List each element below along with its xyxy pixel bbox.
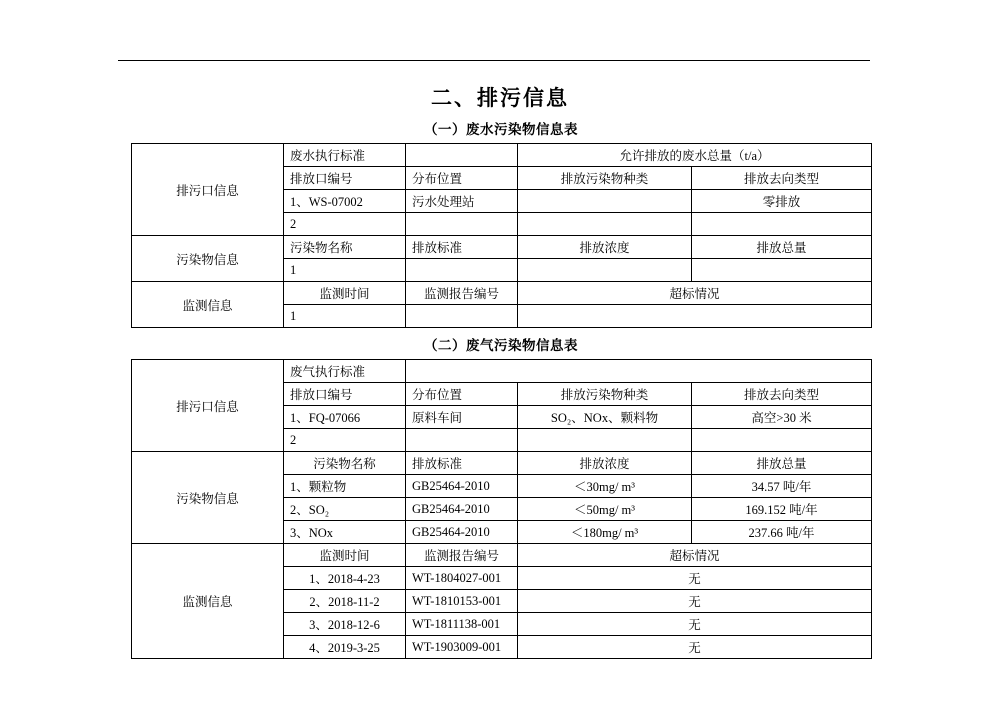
cell-exceed-status: 无: [518, 567, 872, 590]
cell-location: [406, 429, 518, 452]
cell-emission-concentration: [518, 259, 692, 282]
col-discharge-dest: 排放去向类型: [692, 383, 872, 406]
table-row: [132, 452, 872, 475]
col-location: 分布位置: [406, 167, 518, 190]
col-pollutant-type: 排放污染物种类: [518, 167, 692, 190]
cell-monitor-time: 1: [284, 305, 406, 328]
cell-monitor-report-no: WT-1903009-001: [406, 636, 518, 659]
col-outlet-no: 排放口编号: [284, 167, 406, 190]
col-emission-total: 排放总量: [692, 236, 872, 259]
cell-location: [406, 213, 518, 236]
rowheader-pollutant-info: 污染物信息: [132, 452, 284, 544]
wastegas-table: [131, 359, 872, 659]
col-pollutant-name: 污染物名称: [284, 452, 406, 475]
cell-pollutant-type: SO₂、NOx、颗料物: [518, 406, 692, 429]
cell-monitor-time: 3、2018-12-6: [284, 613, 406, 636]
cell-pollutant-name: 2、SO₂: [284, 498, 406, 521]
cell-monitor-time: 2、2018-11-2: [284, 590, 406, 613]
cell-emission-standard: GB25464-2010: [406, 475, 518, 498]
cell-emission-total: [692, 259, 872, 282]
rowheader-pollutant-info: 污染物信息: [132, 236, 284, 282]
rowheader-outlet-info: 排污口信息: [132, 360, 284, 452]
cell-outlet-no: 1、FQ-07066: [284, 406, 406, 429]
table-row: [132, 544, 872, 567]
cell-monitor-report-no: WT-1804027-001: [406, 567, 518, 590]
col-monitor-report-no: 监测报告编号: [406, 544, 518, 567]
col-emission-standard: 排放标准: [406, 452, 518, 475]
table-row: [132, 282, 872, 305]
cell-exceed-status: 无: [518, 636, 872, 659]
cell-discharge-dest: [692, 213, 872, 236]
cell-allowed-total-label: 允许排放的废水总量（t/a）: [518, 144, 872, 167]
cell-exec-standard-value: [406, 144, 518, 167]
col-monitor-report-no: 监测报告编号: [406, 282, 518, 305]
cell-exec-standard-value: [406, 360, 872, 383]
cell-monitor-report-no: [406, 305, 518, 328]
cell-emission-standard: GB25464-2010: [406, 498, 518, 521]
cell-pollutant-type: [518, 429, 692, 452]
col-discharge-dest: 排放去向类型: [692, 167, 872, 190]
cell-monitor-report-no: WT-1811138-001: [406, 613, 518, 636]
col-emission-concentration: 排放浓度: [518, 452, 692, 475]
cell-emission-concentration: ＜50mg/ m³: [518, 498, 692, 521]
cell-discharge-dest: [692, 429, 872, 452]
cell-discharge-dest: 高空>30 米: [692, 406, 872, 429]
table-row: [132, 236, 872, 259]
table-row: [132, 144, 872, 167]
rowheader-monitor-info: 监测信息: [132, 282, 284, 328]
cell-emission-total: 34.57 吨/年: [692, 475, 872, 498]
cell-emission-concentration: ＜180mg/ m³: [518, 521, 692, 544]
col-emission-concentration: 排放浓度: [518, 236, 692, 259]
cell-pollutant-type: [518, 213, 692, 236]
header-rule: [118, 60, 870, 61]
cell-exceed-status: [518, 305, 872, 328]
cell-exceed-status: 无: [518, 590, 872, 613]
cell-outlet-no: 2: [284, 213, 406, 236]
cell-emission-total: 169.152 吨/年: [692, 498, 872, 521]
cell-discharge-dest: 零排放: [692, 190, 872, 213]
col-pollutant-name: 污染物名称: [284, 236, 406, 259]
cell-pollutant-type: [518, 190, 692, 213]
rowheader-monitor-info: 监测信息: [132, 544, 284, 659]
document-content: [131, 112, 871, 659]
cell-emission-total: 237.66 吨/年: [692, 521, 872, 544]
rowheader-outlet-info: 排污口信息: [132, 144, 284, 236]
section-title-wastewater: （一）废水污染物信息表: [424, 122, 578, 137]
cell-outlet-no: 2: [284, 429, 406, 452]
cell-emission-standard: [406, 259, 518, 282]
cell-exceed-status: 无: [518, 613, 872, 636]
wastewater-table: [131, 143, 872, 328]
cell-pollutant-name: 1: [284, 259, 406, 282]
cell-exec-standard-label: 废水执行标准: [284, 144, 406, 167]
col-location: 分布位置: [406, 383, 518, 406]
page-title: 二、排污信息: [431, 86, 569, 110]
table-row: [132, 360, 872, 383]
col-emission-standard: 排放标准: [406, 236, 518, 259]
col-outlet-no: 排放口编号: [284, 383, 406, 406]
col-monitor-time: 监测时间: [284, 544, 406, 567]
col-monitor-time: 监测时间: [284, 282, 406, 305]
cell-emission-standard: GB25464-2010: [406, 521, 518, 544]
cell-outlet-no: 1、WS-07002: [284, 190, 406, 213]
cell-location: 原料车间: [406, 406, 518, 429]
cell-exec-standard-label: 废气执行标准: [284, 360, 406, 383]
cell-monitor-report-no: WT-1810153-001: [406, 590, 518, 613]
cell-emission-concentration: ＜30mg/ m³: [518, 475, 692, 498]
cell-monitor-time: 1、2018-4-23: [284, 567, 406, 590]
section-title-wastegas: （二）废气污染物信息表: [424, 338, 578, 353]
col-pollutant-type: 排放污染物种类: [518, 383, 692, 406]
cell-pollutant-name: 3、NOx: [284, 521, 406, 544]
col-exceed-status: 超标情况: [518, 282, 872, 305]
cell-location: 污水处理站: [406, 190, 518, 213]
col-emission-total: 排放总量: [692, 452, 872, 475]
cell-pollutant-name: 1、颗粒物: [284, 475, 406, 498]
cell-monitor-time: 4、2019-3-25: [284, 636, 406, 659]
col-exceed-status: 超标情况: [518, 544, 872, 567]
